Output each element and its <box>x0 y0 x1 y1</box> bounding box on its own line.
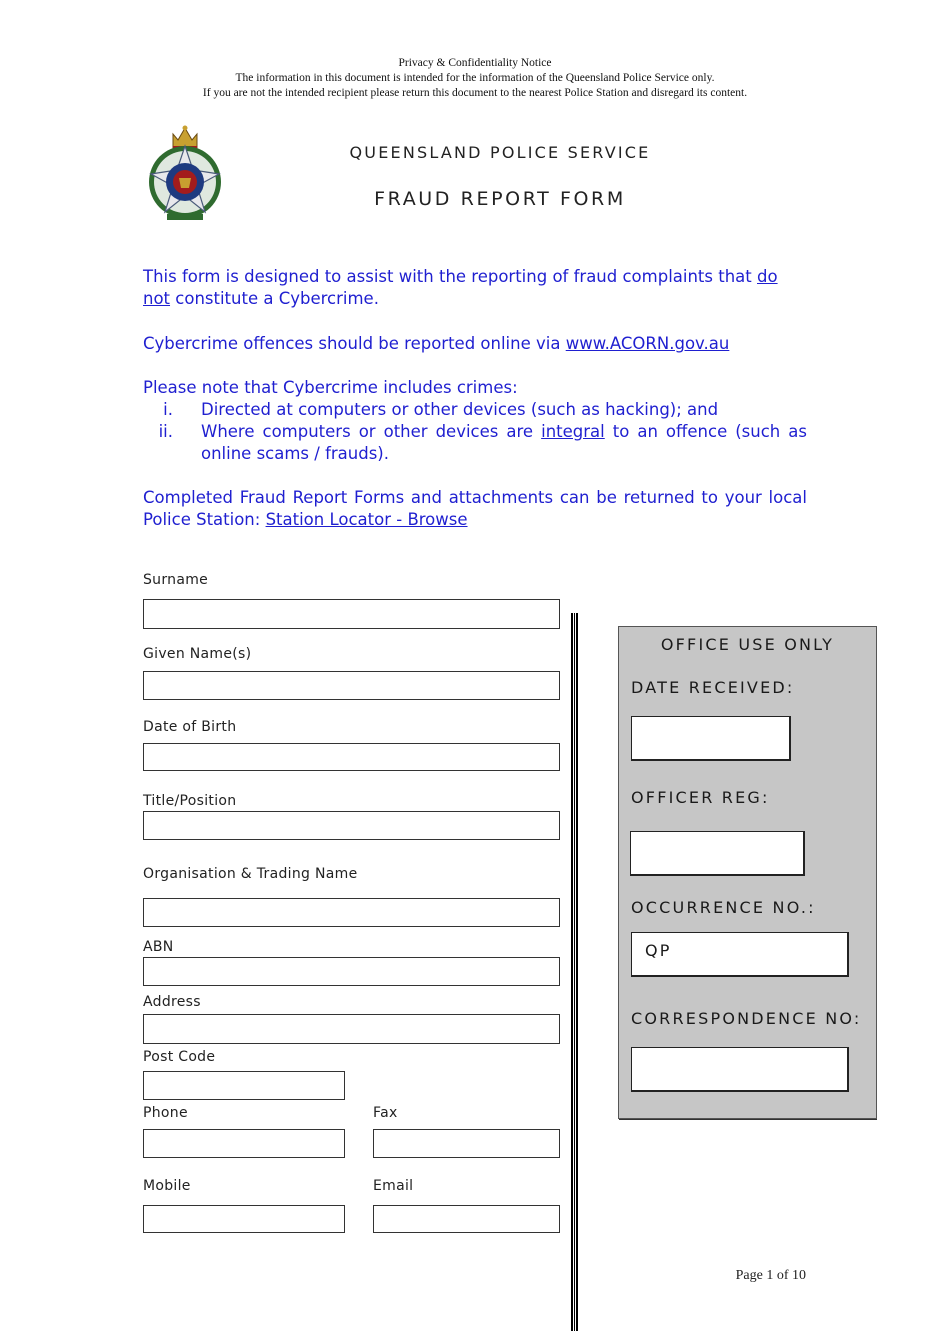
officer-reg-input[interactable] <box>630 831 805 876</box>
date-received-label: DATE RECEIVED: <box>631 678 795 697</box>
list-number-1: i. <box>163 400 173 419</box>
list-item-1: Directed at computers or other devices (such as hacking); and <box>201 400 719 419</box>
privacy-notice-title: Privacy & Confidentiality Notice <box>398 57 552 69</box>
mobile-label: Mobile <box>143 1178 191 1194</box>
post-code-input[interactable] <box>143 1071 345 1100</box>
address-label: Address <box>143 994 201 1010</box>
organisation-input[interactable] <box>143 898 560 927</box>
abn-input[interactable] <box>143 957 560 986</box>
page-number: Page 1 of 10 <box>735 1268 806 1283</box>
do-not-emphasis: do not <box>143 267 778 308</box>
dob-input[interactable] <box>143 743 560 771</box>
mobile-input[interactable] <box>143 1205 345 1233</box>
correspondence-no-label: CORRESPONDENCE NO: <box>631 1009 862 1028</box>
abn-label: ABN <box>143 939 174 955</box>
title-position-label: Title/Position <box>143 793 237 809</box>
list-item-2: Where computers or other devices are integral to an offence (such as online scams / frauds). <box>201 422 807 463</box>
fax-label: Fax <box>373 1105 398 1121</box>
intro-paragraph-2: Cybercrime offences should be reported online via www.ACORN.gov.au <box>143 334 730 353</box>
fax-input[interactable] <box>373 1129 560 1158</box>
office-use-panel <box>618 626 877 1119</box>
occurrence-prefix: QP <box>645 941 672 960</box>
acorn-link[interactable]: www.ACORN.gov.au <box>565 334 730 353</box>
post-code-label: Post Code <box>143 1049 216 1065</box>
intro-paragraph-1: This form is designed to assist with the reporting of fraud complaints that do not constitute a Cybercrime. <box>143 267 778 308</box>
station-locator-link[interactable]: Station Locator - Browse <box>265 510 468 529</box>
given-names-label: Given Name(s) <box>143 646 252 662</box>
correspondence-no-input[interactable] <box>631 1047 849 1092</box>
police-crest-logo <box>143 122 227 224</box>
intro-paragraph-3: Please note that Cybercrime includes crimes: <box>143 378 518 397</box>
office-use-heading: OFFICE USE ONLY <box>660 635 835 654</box>
address-input[interactable] <box>143 1014 560 1044</box>
email-input[interactable] <box>373 1205 560 1233</box>
date-received-input[interactable] <box>631 716 791 761</box>
privacy-notice-line1: The information in this document is intended for the information of the Queensland Police Service only. <box>235 72 715 84</box>
list-number-2: ii. <box>158 422 173 441</box>
column-divider <box>571 613 578 1331</box>
organisation-label: Organisation & Trading Name <box>143 866 358 882</box>
privacy-notice-line2: If you are not the intended recipient please return this document to the nearest Police Station and disregard its content. <box>202 87 748 99</box>
officer-reg-label: OFFICER REG: <box>631 788 770 807</box>
occurrence-no-label: OCCURRENCE NO.: <box>631 898 816 917</box>
form-title: FRAUD REPORT FORM <box>374 188 626 210</box>
agency-name: QUEENSLAND POLICE SERVICE <box>349 143 651 162</box>
email-label: Email <box>373 1178 414 1194</box>
given-names-input[interactable] <box>143 671 560 700</box>
surname-label: Surname <box>143 572 209 588</box>
dob-label: Date of Birth <box>143 719 237 735</box>
phone-input[interactable] <box>143 1129 345 1158</box>
occurrence-no-input[interactable] <box>631 932 849 977</box>
phone-label: Phone <box>143 1105 188 1121</box>
title-position-input[interactable] <box>143 811 560 840</box>
intro-paragraph-4: Completed Fraud Report Forms and attachments can be returned to your local Police Station: Station Locator - Browse <box>143 488 807 529</box>
integral-emphasis: integral <box>541 422 605 441</box>
surname-input[interactable] <box>143 599 560 629</box>
